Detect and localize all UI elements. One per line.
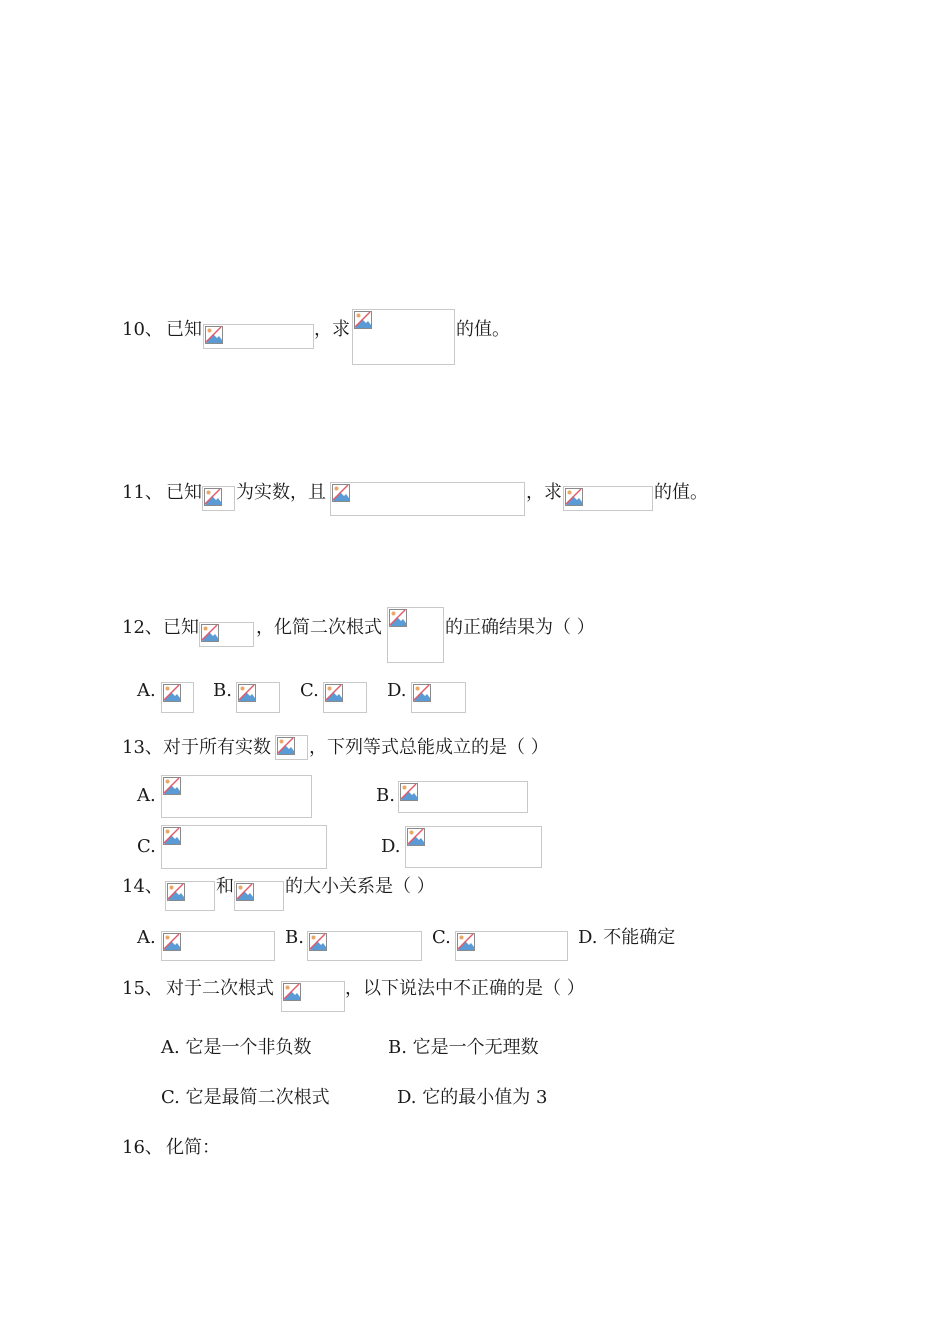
formula-image: [405, 826, 542, 868]
q13-text-b: ，下列等式总能成立的是（ ）: [309, 737, 549, 758]
q14-number: 14、: [122, 876, 163, 897]
q11-text-b: 为实数，且: [236, 482, 326, 503]
q11-text-d: 的值。: [654, 482, 708, 503]
q14-option-c: C.: [432, 927, 451, 948]
formula-image: [398, 781, 528, 813]
formula-image: [411, 682, 466, 713]
q13-option-d: D.: [381, 836, 401, 857]
formula-image: [202, 486, 235, 511]
formula-image: [203, 324, 314, 349]
formula-image: [199, 622, 254, 647]
formula-image: [236, 682, 280, 713]
formula-image: [352, 309, 455, 365]
q13-option-a: A.: [137, 785, 156, 806]
q15-option-b: B. 它是一个无理数: [388, 1037, 539, 1058]
formula-image: [161, 682, 194, 713]
q12-text-c: 的正确结果为（ ）: [445, 617, 595, 638]
q12-text-a: 已知: [163, 617, 199, 638]
q12-option-a: A.: [137, 680, 156, 701]
formula-image: [161, 825, 327, 869]
formula-image: [165, 881, 215, 911]
q10-text-a: 已知: [166, 319, 202, 340]
q13-option-b: B.: [376, 785, 395, 806]
q13-option-c: C.: [137, 836, 156, 857]
q11-number: 11、: [122, 482, 163, 503]
q15-text-a: 对于二次根式: [166, 978, 274, 999]
q10-text-c: 的值。: [456, 319, 510, 340]
q14-option-a: A.: [137, 927, 156, 948]
q15-option-d: D. 它的最小值为 3: [397, 1087, 548, 1108]
q14-text-b: 的大小关系是（ ）: [285, 876, 435, 897]
q16-text-a: 化简：: [166, 1137, 220, 1158]
formula-image: [161, 931, 275, 961]
q13-number: 13、: [122, 737, 163, 758]
formula-image: [323, 682, 367, 713]
q11-text-a: 已知: [166, 482, 202, 503]
formula-image: [563, 486, 653, 511]
formula-image: [387, 607, 444, 663]
formula-image: [281, 981, 345, 1012]
formula-image: [161, 775, 312, 818]
q12-option-b: B.: [213, 680, 232, 701]
q16-number: 16、: [122, 1137, 163, 1158]
formula-image: [330, 482, 525, 516]
formula-image: [275, 735, 308, 760]
q12-option-c: C.: [300, 680, 319, 701]
q12-text-b: ，化简二次根式: [256, 617, 382, 638]
q14-option-d: D. 不能确定: [578, 927, 676, 948]
q15-option-a: A. 它是一个非负数: [161, 1037, 312, 1058]
q11-text-c: ，求: [526, 482, 562, 503]
q14-text-a: 和: [216, 876, 234, 897]
q15-number: 15、: [122, 978, 163, 999]
formula-image: [234, 881, 284, 911]
q12-number: 12、: [122, 617, 163, 638]
q15-option-c: C. 它是最简二次根式: [161, 1087, 330, 1108]
q13-text-a: 对于所有实数: [163, 737, 271, 758]
q10-number: 10、: [122, 319, 163, 340]
q15-text-b: ，以下说法中不正确的是（ ）: [345, 978, 585, 999]
q12-option-d: D.: [387, 680, 407, 701]
q14-option-b: B.: [285, 927, 304, 948]
formula-image: [455, 931, 568, 961]
q10-text-b: ，求: [314, 319, 350, 340]
formula-image: [307, 931, 422, 961]
